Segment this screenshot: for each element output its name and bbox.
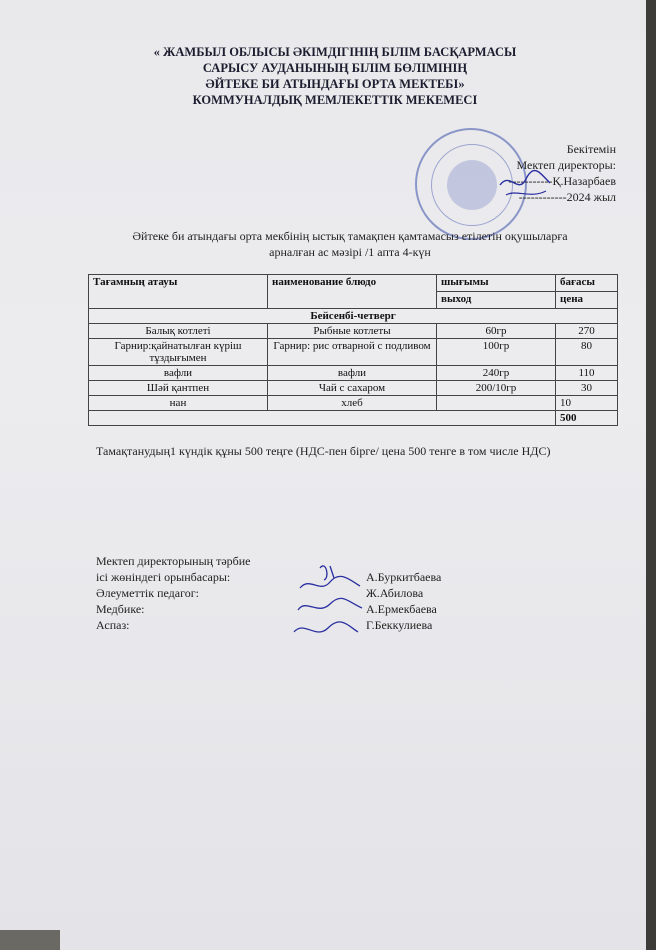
header-line-1: « ЖАМБЫЛ ОБЛЫСЫ ӘКІМДІГІНІҢ БІЛІМ БАСҚАРМАСЫ — [153, 45, 517, 59]
price-note: Тамақтанудың1 күндік құны 500 теңге (НДС-пен бірге/ цена 500 тенге в том числе НДС) — [96, 444, 551, 458]
table-total-row — [89, 411, 618, 426]
table-row — [89, 366, 618, 381]
approval-line-2: Мектеп директоры: — [516, 158, 616, 172]
dish-ru: хлеб — [268, 396, 437, 411]
header-name-ru: наименование блюдо — [268, 275, 437, 309]
menu-table — [88, 274, 618, 426]
director-signature — [496, 165, 556, 205]
menu-title — [90, 228, 610, 260]
document-header — [100, 44, 570, 108]
role-1-line-1: Мектеп директорының тәрбие — [96, 554, 251, 568]
approval-line-1: Бекітемін — [566, 142, 616, 156]
staff-name-4: Г.Беккулиева — [366, 618, 433, 632]
table-row — [89, 324, 618, 339]
table-row — [89, 396, 618, 411]
stamp-emblem — [447, 160, 497, 210]
table-day-row — [89, 309, 618, 324]
header-line-4: КОММУНАЛДЫҚ МЕМЛЕКЕТТІК МЕКЕМЕСІ — [192, 93, 478, 107]
staff-name-2: Ж.Абилова — [366, 586, 424, 600]
dish-ru: Рыбные котлеты — [268, 324, 437, 339]
header-line-3: ӘЙТЕКЕ БИ АТЫНДАҒЫ ОРТА МЕКТЕБІ» — [205, 77, 465, 91]
approval-line-3: -----------Қ.Назарбаев — [508, 174, 616, 188]
dish-yield — [437, 396, 556, 411]
dish-yield: 60гр — [437, 324, 556, 339]
table-row — [89, 339, 618, 366]
dish-kz: вафли — [89, 366, 268, 381]
dish-price: 30 — [556, 381, 618, 396]
staff-name-3: А.Ермекбаева — [366, 602, 437, 616]
dish-ru: Чай с сахаром — [268, 381, 437, 396]
role-2: Әлеуметтік педагог: — [96, 586, 199, 600]
menu-title-line-1: Әйтеке би атындағы орта мекбінің ыстық тамақпен қамтамасыз етілетін оқушыларға — [132, 229, 568, 243]
header-name-kz: Тағамның атауы — [89, 275, 268, 309]
header-price-ru: цена — [556, 292, 618, 309]
table-row — [89, 381, 618, 396]
dish-yield: 200/10гр — [437, 381, 556, 396]
header-yield-ru: выход — [437, 292, 556, 309]
dish-yield: 240гр — [437, 366, 556, 381]
background-edge — [646, 0, 656, 950]
staff-signatures — [290, 558, 370, 648]
dish-yield: 100гр — [437, 339, 556, 366]
dish-price: 10 — [556, 396, 618, 411]
header-yield-kz: шығымы — [437, 275, 556, 292]
dish-ru: вафли — [268, 366, 437, 381]
role-4: Аспаз: — [96, 618, 130, 632]
staff-roles — [96, 553, 251, 633]
total-label-cell — [89, 411, 556, 426]
total-value: 500 — [556, 411, 618, 426]
role-1-line-2: ісі жөніндегі орынбасары: — [96, 570, 231, 584]
header-line-2: САРЫСУ АУДАНЫНЫҢ БІЛІМ БӨЛІМІНІҢ — [202, 61, 468, 75]
header-price-kz: бағасы — [556, 275, 618, 292]
staff-names — [366, 569, 441, 633]
dish-price: 110 — [556, 366, 618, 381]
role-3: Медбике: — [96, 602, 145, 616]
dish-price: 80 — [556, 339, 618, 366]
menu-title-line-2: арналған ас мәзірі /1 апта 4-күн — [269, 245, 431, 259]
dish-kz: нан — [89, 396, 268, 411]
dish-kz: Шәй қантпен — [89, 381, 268, 396]
dish-ru: Гарнир: рис отварной с подливом — [268, 339, 437, 366]
dish-price: 270 — [556, 324, 618, 339]
background-corner — [0, 930, 60, 950]
table-header-row — [89, 275, 618, 292]
staff-name-1: А.Буркитбаева — [366, 570, 442, 584]
dish-kz: Балық котлеті — [89, 324, 268, 339]
approval-line-4: ------------2024 жыл — [518, 190, 616, 204]
dish-kz: Гарнир:қайнатылған күріш тұздығымен — [89, 339, 268, 366]
day-label: Бейсенбі-четверг — [89, 309, 618, 324]
